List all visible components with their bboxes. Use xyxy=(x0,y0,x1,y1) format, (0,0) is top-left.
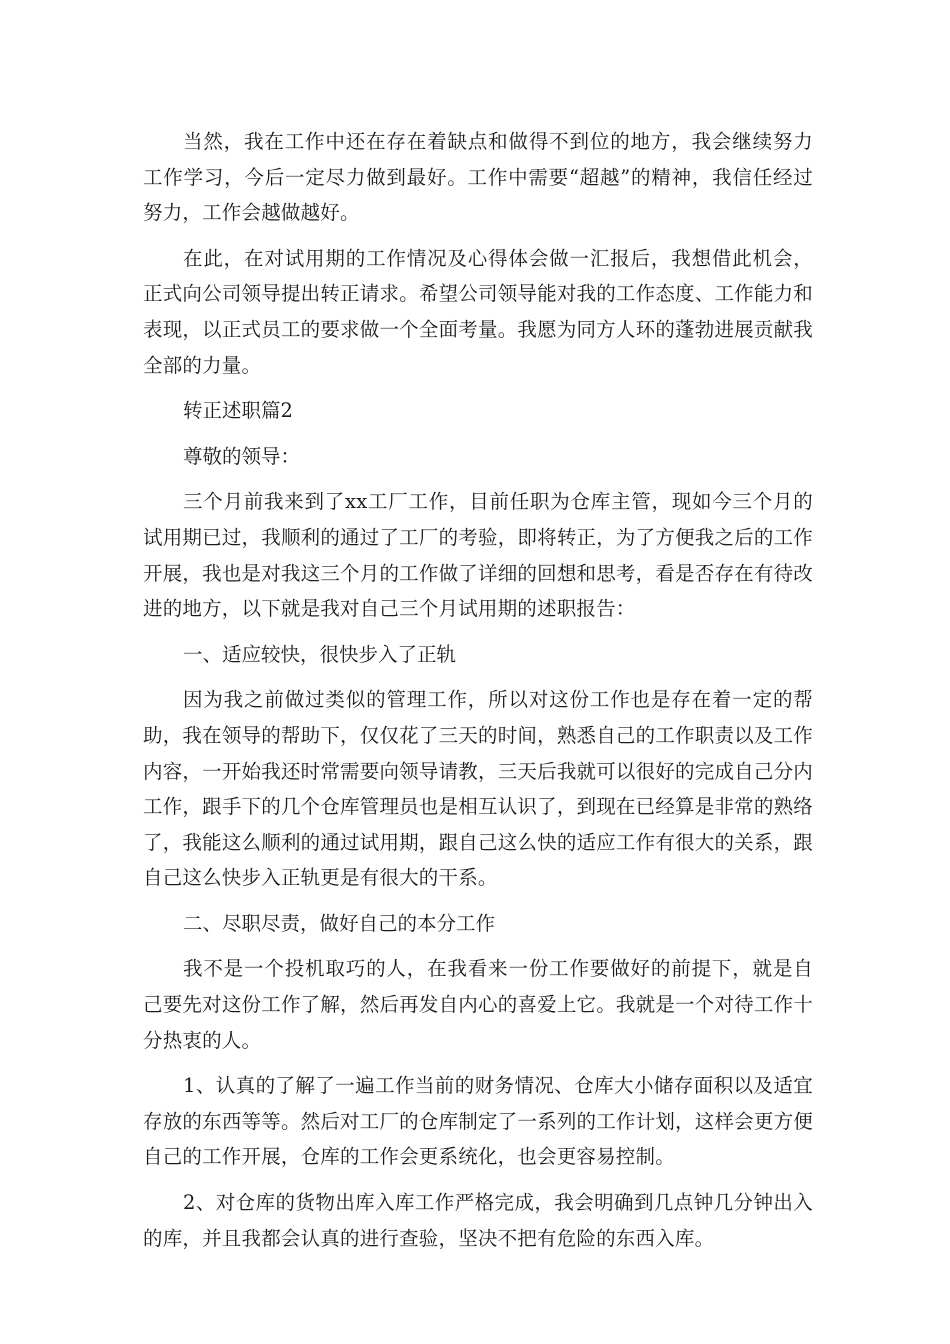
paragraph-regularization-request: 在此，在对试用期的工作情况及心得体会做一汇报后，我想借此机会，正式向公司领导提出转正请求。希望公司领导能对我的工作态度、工作能力和表现，以正式员工的要求做一个全面考量。我愿为同方人环的蓬勃进展贡献我全部的力量。 xyxy=(143,246,813,377)
paragraph-duties: 我不是一个投机取巧的人，在我看来一份工作要做好的前提下，就是自己要先对这份工作了解，然后再发自内心的喜爱上它。我就是一个对待工作十分热衷的人。 xyxy=(143,957,813,1052)
paragraph-shortcomings: 当然，我在工作中还在存在着缺点和做得不到位的地方，我会继续努力工作学习，今后一定尽力做到最好。工作中需要“超越”的精神，我信任经过努力，工作会越做越好。 xyxy=(143,130,813,225)
subheading-duties: 二、尽职尽责，做好自己的本分工作 xyxy=(183,911,496,935)
list-item-1: 1、认真的了解了一遍工作当前的财务情况、仓库大小储存面积以及适宜存放的东西等等。然后对工厂的仓库制定了一系列的工作计划，这样会更方便自己的工作开展，仓库的工作会更系统化，也会更容易控制。 xyxy=(143,1074,813,1169)
paragraph-introduction: 三个月前我来到了xx工厂工作，目前任职为仓库主管，现如今三个月的试用期已过，我顺利的通过了工厂的考验，即将转正，为了方便我之后的工作开展，我也是对我这三个月的工作做了详细的回想和思考，看是否存在有待改进的地方，以下就是我对自己三个月试用期的述职报告： xyxy=(143,490,813,621)
document-body xyxy=(143,124,813,1266)
paragraph-adaptation: 因为我之前做过类似的管理工作，所以对这份工作也是存在着一定的帮助，我在领导的帮助下，仅仅花了三天的时间，熟悉自己的工作职责以及工作内容，一开始我还时常需要向领导请教，三天后我就可以很好的完成自己分内工作，跟手下的几个仓库管理员也是相互认识了，到现在已经算是非常的熟络了，我能这么顺利的通过试用期，跟自己这么快的适应工作有很大的关系，跟自己这么快步入正轨更是有很大的干系。 xyxy=(143,688,813,890)
section-title: 转正述职篇2 xyxy=(183,399,293,423)
subheading-adaptation: 一、适应较快，很快步入了正轨 xyxy=(183,642,457,666)
salutation: 尊敬的领导： xyxy=(183,444,301,468)
list-item-2: 2、对仓库的货物出库入库工作严格完成，我会明确到几点钟几分钟出入的库，并且我都会认真的进行查验，坚决不把有危险的东西入库。 xyxy=(143,1191,813,1250)
